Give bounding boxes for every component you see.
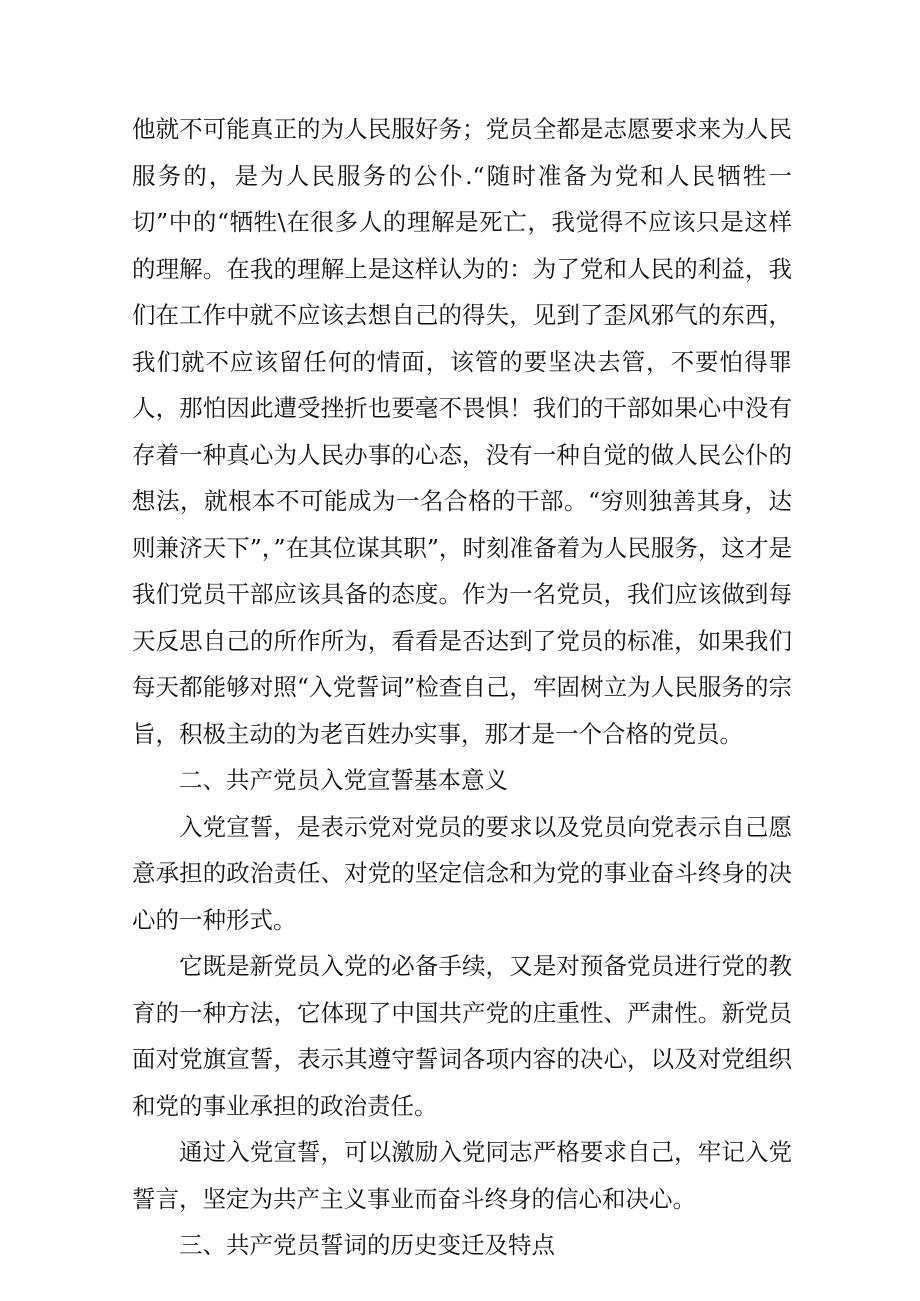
body-paragraph: 入党宣誓，是表示党对党员的要求以及党员向党表示自己愿意承担的政治责任、对党的坚定信念和为党的事业奋斗终身的决心的一种形式。 — [132, 812, 792, 934]
body-paragraph: 他就不可能真正的为人民服好务；党员全都是志愿要求来为人民服务的，是为人民服务的公仆.“随时准备为党和人民牺牲一切”中的“牺牲\在很多人的理解是死亡，我觉得不应该只是这样的理解。在我的理解上是这样认为的：为了党和人民的利益，我们在工作中就不应该去想自己的得失，见到了歪风邪气的东西，我们就不应该留任何的情面，该管的要坚决去管，不要怕得罪人，那怕因此遭受挫折也要毫不畏惧！我们的干部如果心中没有存着一种真心为人民办事的心态，没有一种自觉的做人民公仆的想法，就根本不可能成为一名合格的干部。“穷则独善其身，达则兼济天下”，”在其位谋其职”，时刻准备着为人民服务，这才是我们党员干部应该具备的态度。作为一名党员，我们应该做到每天反思自己的所作所为，看看是否达到了党员的标准，如果我们每天都能够对照“入党誓词”检查自己，牢固树立为人民服务的宗旨，积极主动的为老百姓办实事，那才是一个合格的党员。 — [132, 115, 792, 748]
document-body — [132, 106, 792, 1269]
section-heading: 二、共产党员入党宣誓基本意义 — [179, 766, 508, 794]
body-paragraph: 它既是新党员入党的必备手续，又是对预备党员进行党的教育的一种方法，它体现了中国共产党的庄重性、严肃性。新党员面对党旗宣誓，表示其遵守誓词各项内容的决心，以及对党组织和党的事业承担的政治责任。 — [132, 952, 792, 1120]
body-paragraph: 通过入党宣誓，可以激励入党同志严格要求自己，牢记入党誓言，坚定为共产主义事业而奋斗终身的信心和决心。 — [132, 1138, 792, 1213]
section-heading: 三、共产党员誓词的历史变迁及特点 — [179, 1231, 555, 1259]
